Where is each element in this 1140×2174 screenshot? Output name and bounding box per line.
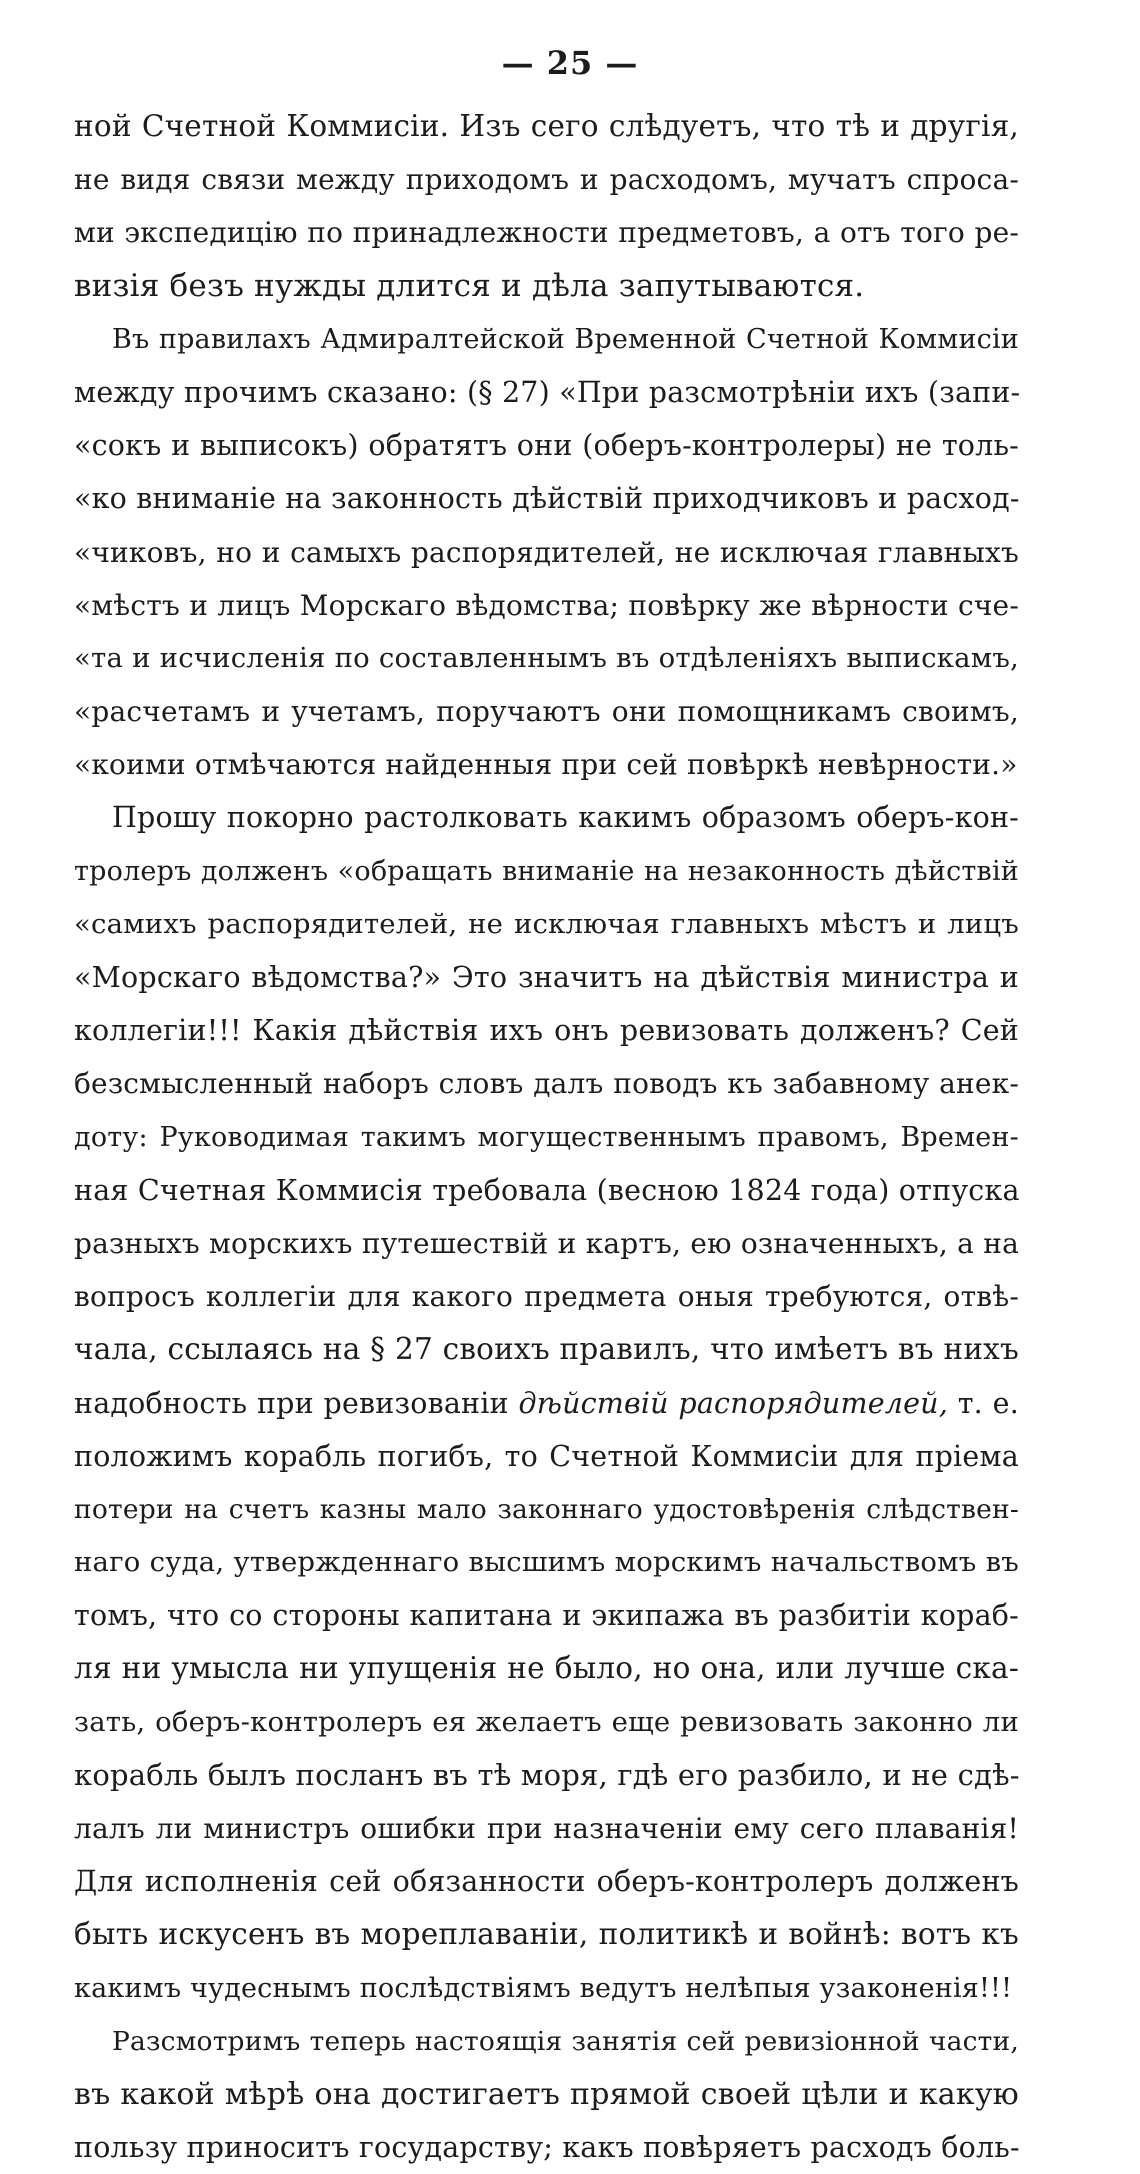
text-line: между прочимъ сказано: (§ 27) «При разсмотрѣніи ихъ (запи- (74, 375, 1021, 409)
text-line: вопросъ коллегіи для какого предмета оныя требуются, отвѣ- (74, 1280, 1019, 1314)
text-line: тролеръ долженъ «обращать вниманіе на незаконность дѣйствій (74, 855, 1019, 887)
text-line: положимъ корабль погибъ, то Счетной Коммисіи для пріема (74, 1439, 1019, 1473)
text-line: коллегіи!!! Какія дѣйствія ихъ онъ ревизовать долженъ? Сей (74, 1014, 1019, 1048)
text-line: ной Счетной Коммисіи. Изъ сего слѣдуетъ, что тѣ и другія, (74, 109, 1019, 143)
text-line: ля ни умысла ни упущенія не было, но она, или лучше ска- (74, 1651, 1019, 1686)
text-segment: надобность при ревизованіи (74, 1386, 509, 1420)
text-line: ная Счетная Коммисія требовала (весною 1824 года) отпуска (74, 1173, 1020, 1207)
text-line: Прошу покорно растолковать какимъ образомъ оберъ-кон- (112, 801, 1019, 835)
text-line: «ко вниманіе на законность дѣйствій приходчиковъ и расход- (74, 482, 1020, 516)
text-segment: т. е. (947, 1386, 1019, 1420)
text-line: томъ, что со стороны капитана и экипажа въ разбитіи кораб- (74, 1599, 1019, 1633)
text-line: «та и исчисленія по составленнымъ въ отдѣленіяхъ выпискамъ, (74, 641, 1019, 674)
text-line: наго суда, утвержденнаго высшимъ морскимъ начальствомъ въ (74, 1546, 1019, 1579)
text-line: «мѣстъ и лицъ Морскаго вѣдомства; повѣрку же вѣрности сче- (74, 588, 1019, 622)
text-line: «самихъ распорядителей, не исключая главныхъ мѣстъ и лицъ (74, 907, 1019, 940)
text-line-mixed (74, 1377, 1019, 1430)
text-line: зать, оберъ-контролеръ ея желаетъ еще ревизовать законно ли (74, 1705, 1019, 1738)
text-line: чала, ссылаясь на § 27 своихъ правилъ, что имѣетъ въ нихъ (74, 1332, 1019, 1367)
text-line: «сокъ и выписокъ) обратятъ они (оберъ-контролеры) не толь- (74, 429, 1019, 463)
text-line: доту: Руководимая такимъ могущественнымъ правомъ, Времен- (74, 1121, 1019, 1153)
text-line: Разсмотримъ теперь настоящія занятія сей ревизіонной части, (112, 2025, 1019, 2057)
text-line: въ какой мѣрѣ она достигаетъ прямой своей цѣли и какую (74, 2076, 1019, 2112)
text-line: быть искусенъ въ мореплаваніи, политикѣ и войнѣ: вотъ къ (74, 1917, 1019, 1952)
text-line: потери на счетъ казны мало законнаго удостовѣренія слѣдствен- (74, 1493, 1019, 1525)
text-line: «Морскаго вѣдомства?» Это значитъ на дѣйствія министра и (74, 961, 1019, 994)
text-line: Въ правилахъ Адмиралтейской Временной Счетной Коммисіи (112, 323, 1019, 355)
text-line: пользу приноситъ государству; какъ повѣряетъ расходъ боль- (74, 2131, 1020, 2165)
page-number: — 25 — (501, 44, 639, 82)
text-line: «коими отмѣчаются найденныя при сей повѣркѣ невѣрности.» (74, 748, 1018, 782)
text-line: Для исполненія сей обязанности оберъ-контролеръ долженъ (74, 1865, 1019, 1899)
text-line: ми экспедицію по принадлежности предметовъ, а отъ того ре- (74, 216, 1019, 250)
text-line: не видя связи между приходомъ и расходомъ, мучатъ спроса- (74, 163, 1019, 197)
text-line: корабль былъ посланъ въ тѣ моря, гдѣ его разбило, и не сдѣ- (74, 1757, 1020, 1792)
italic-phrase: дѣйствій распорядителей, (518, 1386, 948, 1420)
text-line: «чиковъ, но и самыхъ распорядителей, не исключая главныхъ (74, 535, 1019, 569)
text-line: какимъ чудеснымъ послѣдствіямъ ведутъ нелѣпыя узаконенія!!! (74, 1972, 1013, 2004)
text-line: «расчетамъ и учетамъ, поручаютъ они помощникамъ своимъ, (74, 695, 1019, 729)
text-line: разныхъ морскихъ путешествій и картъ, ею означенныхъ, а на (74, 1226, 1019, 1260)
text-line: лалъ ли министръ ошибки при назначеніи ему сего плаванія! (74, 1812, 1019, 1845)
text-line: безсмысленный наборъ словъ далъ поводъ къ забавному анек- (74, 1067, 1019, 1101)
body-text (74, 100, 1019, 2174)
text-line: визія безъ нужды длится и дѣла запутываются. (74, 267, 865, 304)
